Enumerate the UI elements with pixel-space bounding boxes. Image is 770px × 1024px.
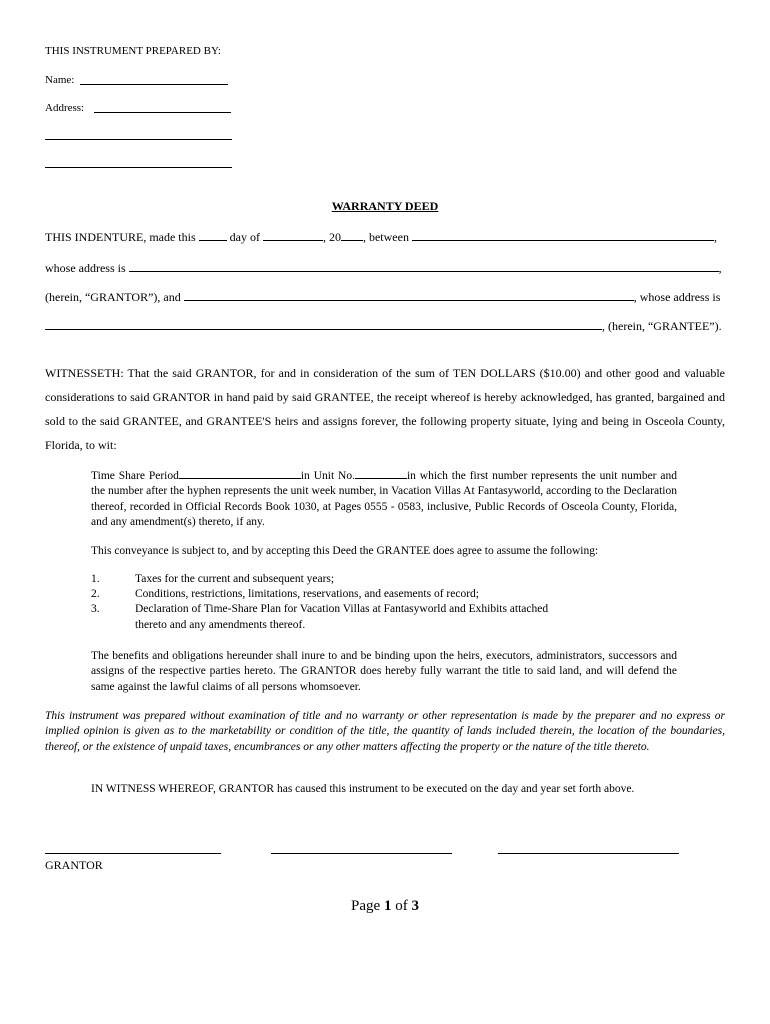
- timeshare-description: in which the first number represents the unit number and the number after the hyphen represents the unit week number, in Vacation Villas At Fantasyworld, according to the Declaration thereof, recorded in Official Records Book 1030, at Pages 0555 - 0583, inclusive, Public Records of Osceola County, Florida, and any amendment(s) thereto, if any.: [91, 470, 678, 528]
- grantee-address-label: , whose address is: [633, 290, 721, 304]
- disclaimer-paragraph: This instrument was prepared without examination of title and no warranty or other representation is made by the preparer and no express or implied opinion is given as to the marketability or condition of the title, the quantity of lands included therein, the location of the boundaries, thereof, or the existence of unpaid taxes, encumbrances or any other matters affecting the property or the nature of the title thereto.: [45, 710, 725, 753]
- indenture-between: , between: [362, 230, 409, 244]
- indenture-line-1: [45, 230, 717, 245]
- unit-no-label: in Unit No.: [300, 470, 355, 482]
- address-blank-3: [45, 167, 232, 168]
- item-text: Declaration of Time-Share Plan for Vacation Villas at Fantasyworld and Exhibits attached: [135, 603, 549, 615]
- name-blank: [80, 84, 228, 85]
- grantee-herein: , (herein, “GRANTEE”).: [602, 319, 722, 333]
- comma: ,: [713, 230, 717, 244]
- prepared-by-heading: THIS INSTRUMENT PREPARED BY:: [45, 45, 221, 57]
- page-word: Page: [351, 898, 381, 914]
- grantor-signature-label: GRANTOR: [45, 858, 103, 872]
- grantee-address-blank: [45, 320, 602, 330]
- comma: ,: [718, 261, 722, 275]
- address-label: Address:: [45, 102, 85, 114]
- of-word: of: [395, 898, 408, 914]
- year-blank: [341, 231, 363, 241]
- total-pages: 3: [411, 898, 419, 914]
- indenture-day-of: day of: [229, 230, 260, 244]
- grantor-address-label: whose address is: [45, 261, 126, 275]
- subject-to-paragraph: This conveyance is subject to, and by accepting this Deed the GRANTEE does agree to assume the following:: [91, 545, 599, 557]
- signature-line-witness-1: [271, 853, 452, 854]
- item-text: Taxes for the current and subsequent years;: [135, 573, 335, 585]
- address-blank-2: [45, 139, 232, 140]
- in-witness-paragraph: IN WITNESS WHEREOF, GRANTOR has caused this instrument to be executed on the day and year set forth above.: [91, 783, 635, 795]
- page-indicator: [0, 898, 770, 915]
- item-number: 2.: [91, 588, 100, 600]
- indenture-line-2: [45, 261, 722, 276]
- indenture-year-prefix: , 20: [322, 230, 341, 244]
- grantee-name-blank: [184, 291, 634, 301]
- grantor-address-blank: [129, 262, 719, 272]
- month-blank: [263, 231, 323, 241]
- indenture-made-this: THIS INDENTURE, made this: [45, 230, 196, 244]
- item-number: 3.: [91, 603, 100, 615]
- indenture-line-4: [45, 319, 722, 334]
- timeshare-paragraph: [91, 469, 677, 530]
- item-text: Conditions, restrictions, limitations, reservations, and easements of record;: [135, 588, 479, 600]
- signature-line-witness-2: [498, 853, 679, 854]
- name-label: Name:: [45, 74, 75, 86]
- item-number: 1.: [91, 573, 100, 585]
- grantor-name-blank: [412, 231, 714, 241]
- unit-no-blank: [355, 469, 407, 479]
- timeshare-period-label: Time Share Period: [91, 470, 179, 482]
- address-blank-1: [94, 112, 231, 113]
- document-title: WARRANTY DEED: [331, 199, 439, 213]
- item-text-continued: thereto and any amendments thereof.: [135, 619, 306, 631]
- indenture-line-3: [45, 290, 720, 305]
- current-page: 1: [383, 898, 392, 914]
- grantor-herein: (herein, “GRANTOR”), and: [45, 290, 181, 304]
- timeshare-period-blank: [179, 469, 301, 479]
- signature-line-grantor: [45, 853, 221, 854]
- witnesseth-paragraph: WITNESSETH: That the said GRANTOR, for and in consideration of the sum of TEN DOLLARS ($10.00) and other good and valuable considerations to said GRANTOR in hand paid by said GRANTEE, the receipt whereof is hereby acknowledged, has granted, bargained and sold to the said GRANTEE, and GRANTEE'S heirs and assigns forever, the following property situate, lying and being in Osceola County, Florida, to wit:: [45, 366, 725, 452]
- day-blank: [199, 231, 227, 241]
- benefits-paragraph: The benefits and obligations hereunder shall inure to and be binding upon the heirs, executors, administrators, successors and assigns of the respective parties hereto. The GRANTOR does hereby fully warrant the title to said land, and will defend the same against the lawful claims of all persons whomsoever.: [91, 650, 677, 693]
